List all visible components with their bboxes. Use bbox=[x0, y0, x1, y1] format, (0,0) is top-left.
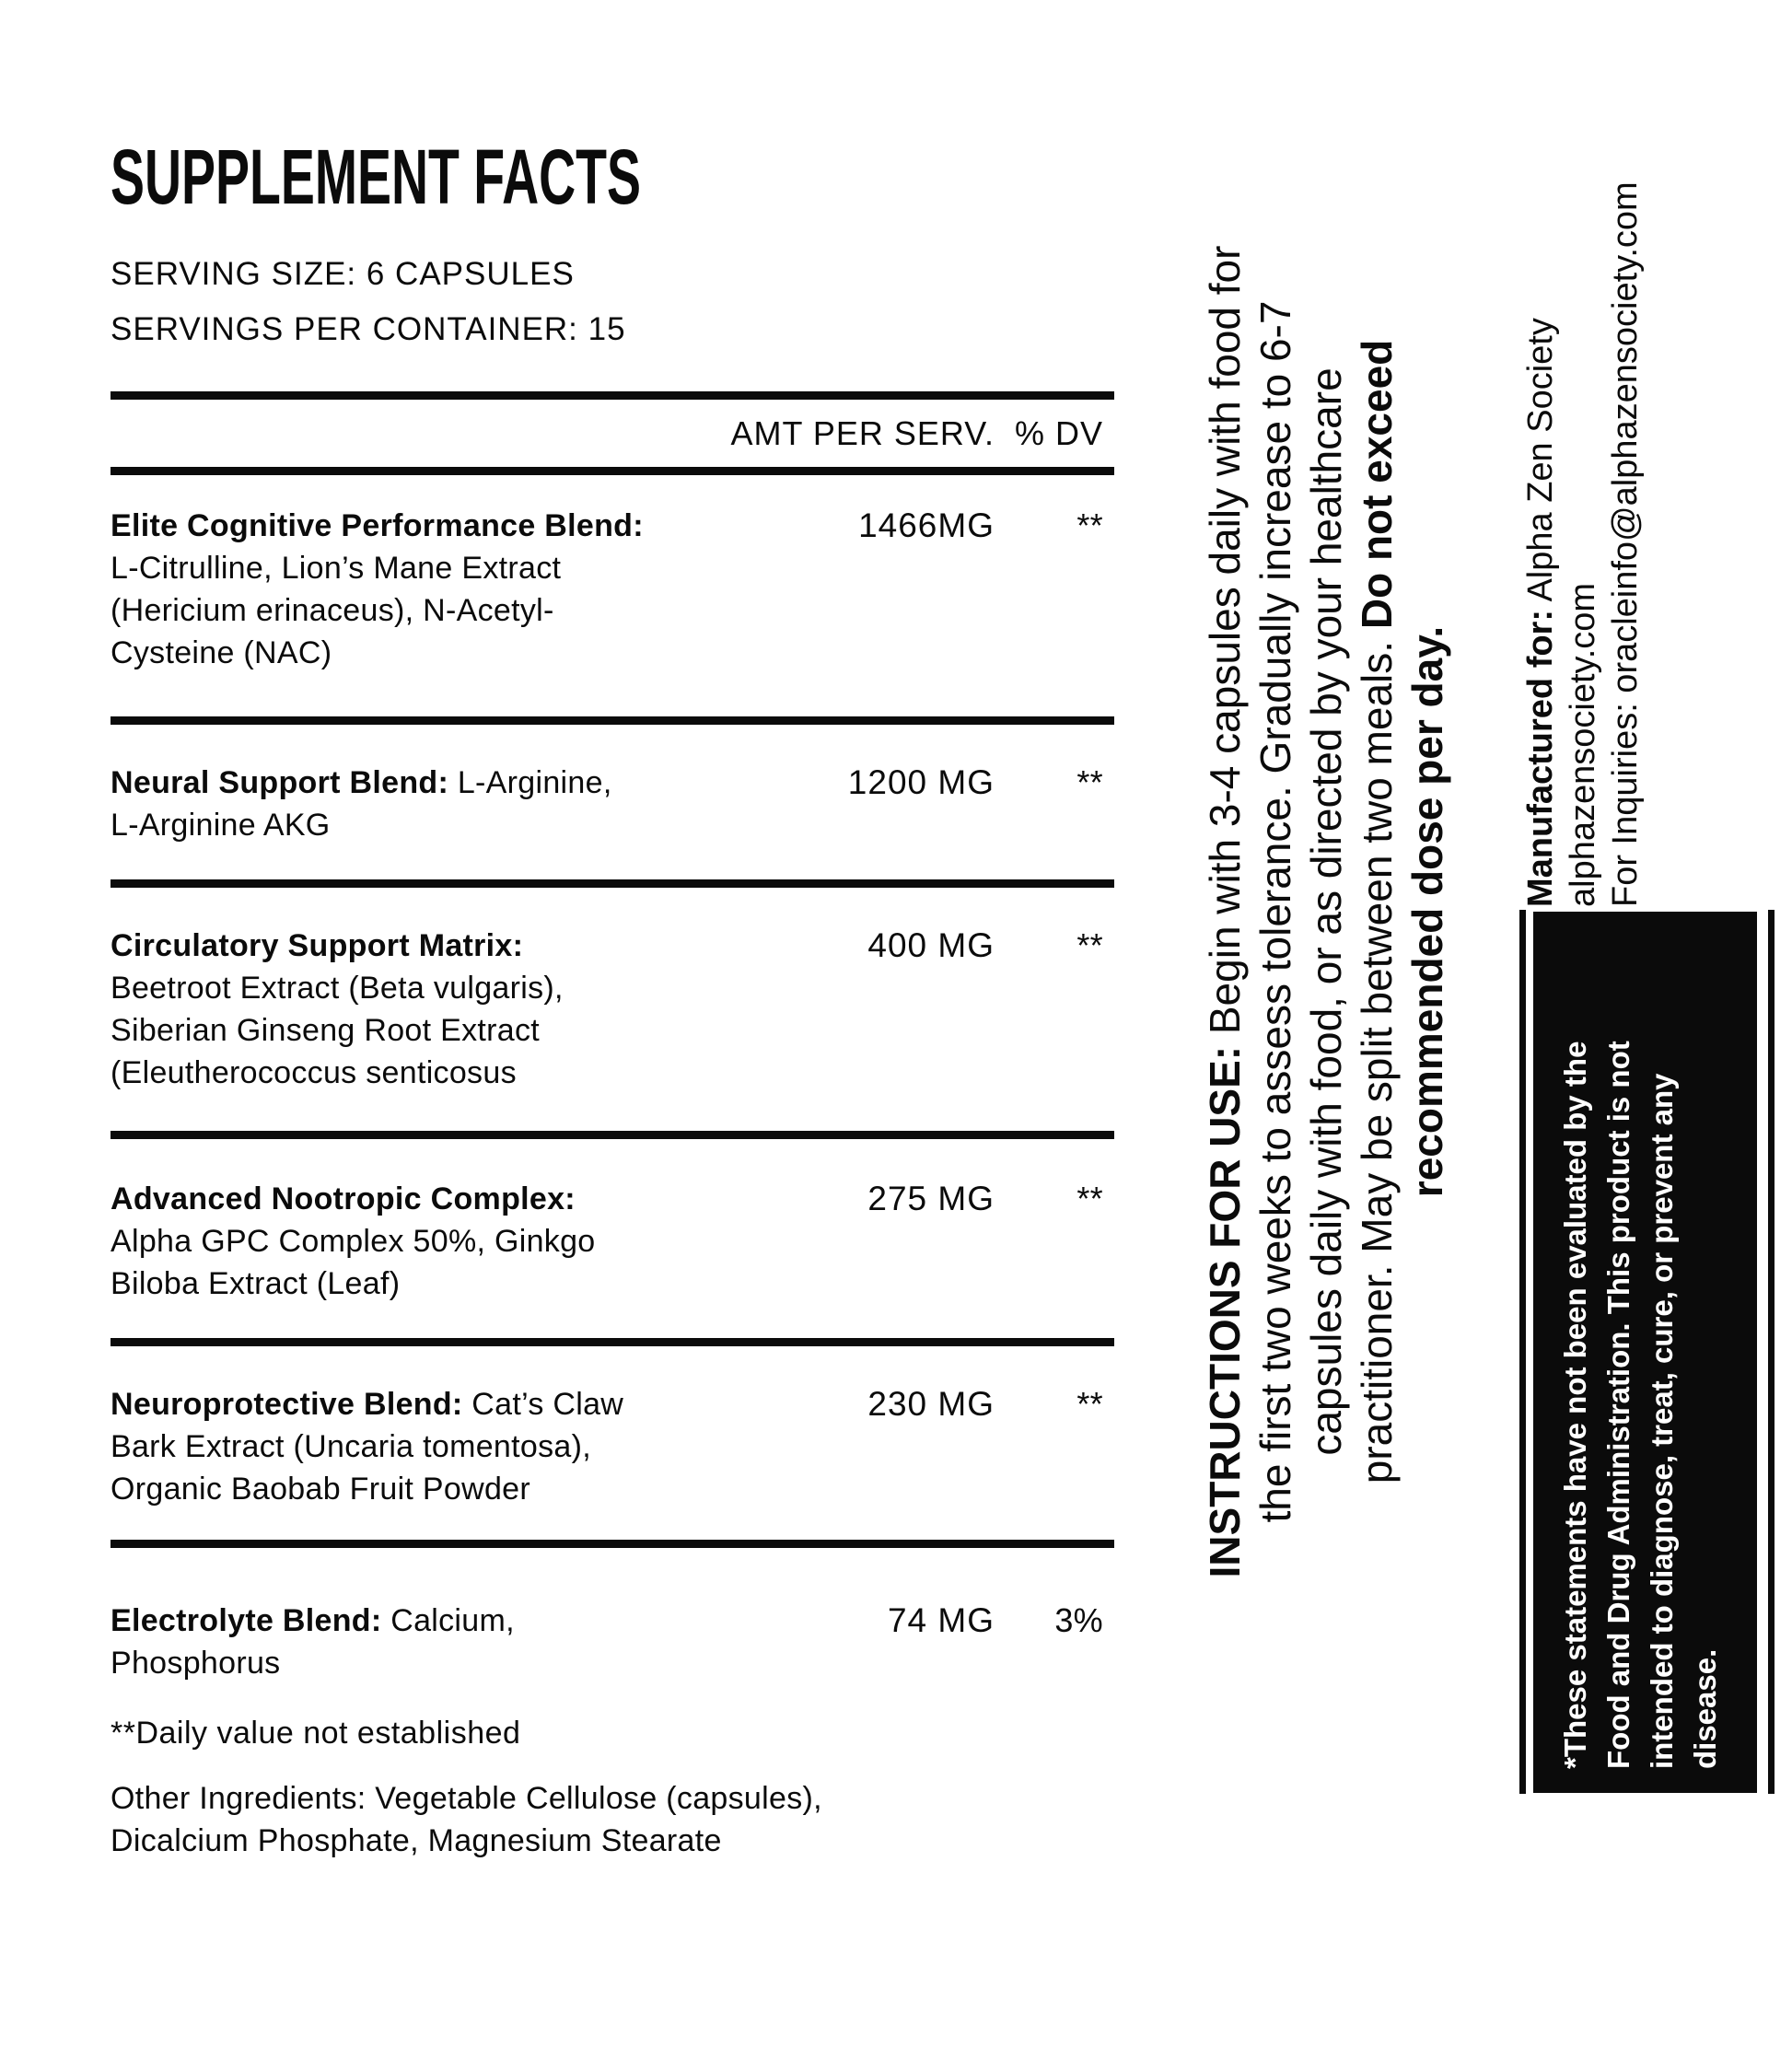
amount-value: 400 MG bbox=[867, 926, 995, 964]
dv-value: ** bbox=[1076, 1180, 1103, 1217]
disclaimer-line: disease. bbox=[1688, 1648, 1722, 1769]
manufacturer-panel bbox=[1519, 97, 1648, 907]
blend-ingredients: Cat’s Claw Bark Extract (Uncaria tomentosa), Organic Baobab Fruit Powder bbox=[111, 1387, 624, 1507]
amount-value: 1466MG bbox=[858, 506, 995, 544]
serving-size: SERVING SIZE: 6 CAPSULES bbox=[111, 256, 575, 292]
amount-value: 230 MG bbox=[867, 1385, 995, 1423]
blend-name: Circulatory Support Matrix: bbox=[111, 928, 524, 963]
page-title-text: SUPPLEMENT FACTS bbox=[111, 134, 642, 220]
dv-value: ** bbox=[1076, 1385, 1103, 1423]
page-title bbox=[111, 134, 1114, 220]
table-header bbox=[111, 400, 1114, 475]
instructions-line: capsules daily with food, or as directed by your healthcare bbox=[1301, 367, 1350, 1456]
disclaimer-line: *These statements have not been evaluated by the bbox=[1558, 1041, 1592, 1769]
blend-name: Elite Cognitive Performance Blend: bbox=[111, 508, 644, 543]
disclaimer-box bbox=[1533, 912, 1757, 1793]
instructions-panel bbox=[1174, 152, 1478, 1671]
other-ingredients: Other Ingredients: Vegetable Cellulose (capsules), Dicalcium Phosphate, Magnesium Stearate bbox=[111, 1781, 822, 1858]
ingredient-row bbox=[111, 475, 1114, 725]
dv-value: 3% bbox=[1054, 1601, 1103, 1639]
manufacturer-line: Manufactured for: Alpha Zen Society bbox=[1521, 318, 1560, 907]
dv-value: ** bbox=[1076, 926, 1103, 964]
disclaimer-line: Food and Drug Administration. This product is not bbox=[1601, 1041, 1635, 1769]
blend-ingredients: Beetroot Extract (Beta vulgaris), Siberian Ginseng Root Extract (Eleutherococcus senticosus bbox=[111, 971, 564, 1090]
disclaimer-line: intended to diagnose, treat, cure, or prevent any bbox=[1645, 1073, 1679, 1769]
blend-ingredients: L-Arginine, L-Arginine AKG bbox=[111, 765, 612, 843]
instructions-line: recommended dose per day. bbox=[1402, 625, 1451, 1198]
dv-value: ** bbox=[1076, 763, 1103, 801]
ingredient-row bbox=[111, 1139, 1114, 1346]
amount-value: 74 MG bbox=[887, 1601, 995, 1639]
ingredient-row bbox=[111, 1548, 1114, 1684]
manufacturer-inquiries: For Inquiries: oracleinfo@alphazensociety.com bbox=[1606, 181, 1645, 907]
blend-ingredients: Alpha GPC Complex 50%, Ginkgo Biloba Extract (Leaf) bbox=[111, 1224, 596, 1301]
ingredient-row bbox=[111, 888, 1114, 1139]
manufacturer-website: alphazensociety.com bbox=[1564, 582, 1602, 907]
ingredient-row bbox=[111, 1346, 1114, 1548]
blend-name: Neuroprotective Blend: bbox=[111, 1387, 463, 1422]
blend-ingredients: L-Citrulline, Lion’s Mane Extract (Hericium erinaceus), N-Acetyl-Cysteine (NAC) bbox=[111, 551, 562, 670]
daily-value-footnote: **Daily value not established bbox=[111, 1716, 521, 1751]
dv-value: ** bbox=[1076, 506, 1103, 544]
blend-ingredients: Calcium, Phosphorus bbox=[111, 1603, 515, 1681]
divider bbox=[111, 391, 1114, 400]
blend-name: Advanced Nootropic Complex: bbox=[111, 1181, 576, 1216]
divider bbox=[1768, 910, 1775, 1794]
ingredient-row bbox=[111, 725, 1114, 888]
blend-name: Electrolyte Blend: bbox=[111, 1603, 382, 1638]
servings-per-container: SERVINGS PER CONTAINER: 15 bbox=[111, 311, 626, 347]
blend-name: Neural Support Blend: bbox=[111, 765, 449, 800]
instructions-line: practitioner. May be split between two meals. Do not exceed bbox=[1352, 339, 1401, 1484]
instructions-line: the first two weeks to assess tolerance. Gradually increase to 6-7 bbox=[1251, 300, 1299, 1523]
col-header-dv: % DV bbox=[1014, 413, 1103, 452]
facts-panel bbox=[111, 134, 1114, 1862]
amount-value: 1200 MG bbox=[847, 763, 995, 801]
col-header-amount: AMT PER SERV. bbox=[730, 413, 995, 452]
divider bbox=[1519, 910, 1526, 1794]
instructions-line: INSTRUCTIONS FOR USE: Begin with 3-4 capsules daily with food for bbox=[1200, 245, 1249, 1578]
amount-value: 275 MG bbox=[867, 1180, 995, 1217]
